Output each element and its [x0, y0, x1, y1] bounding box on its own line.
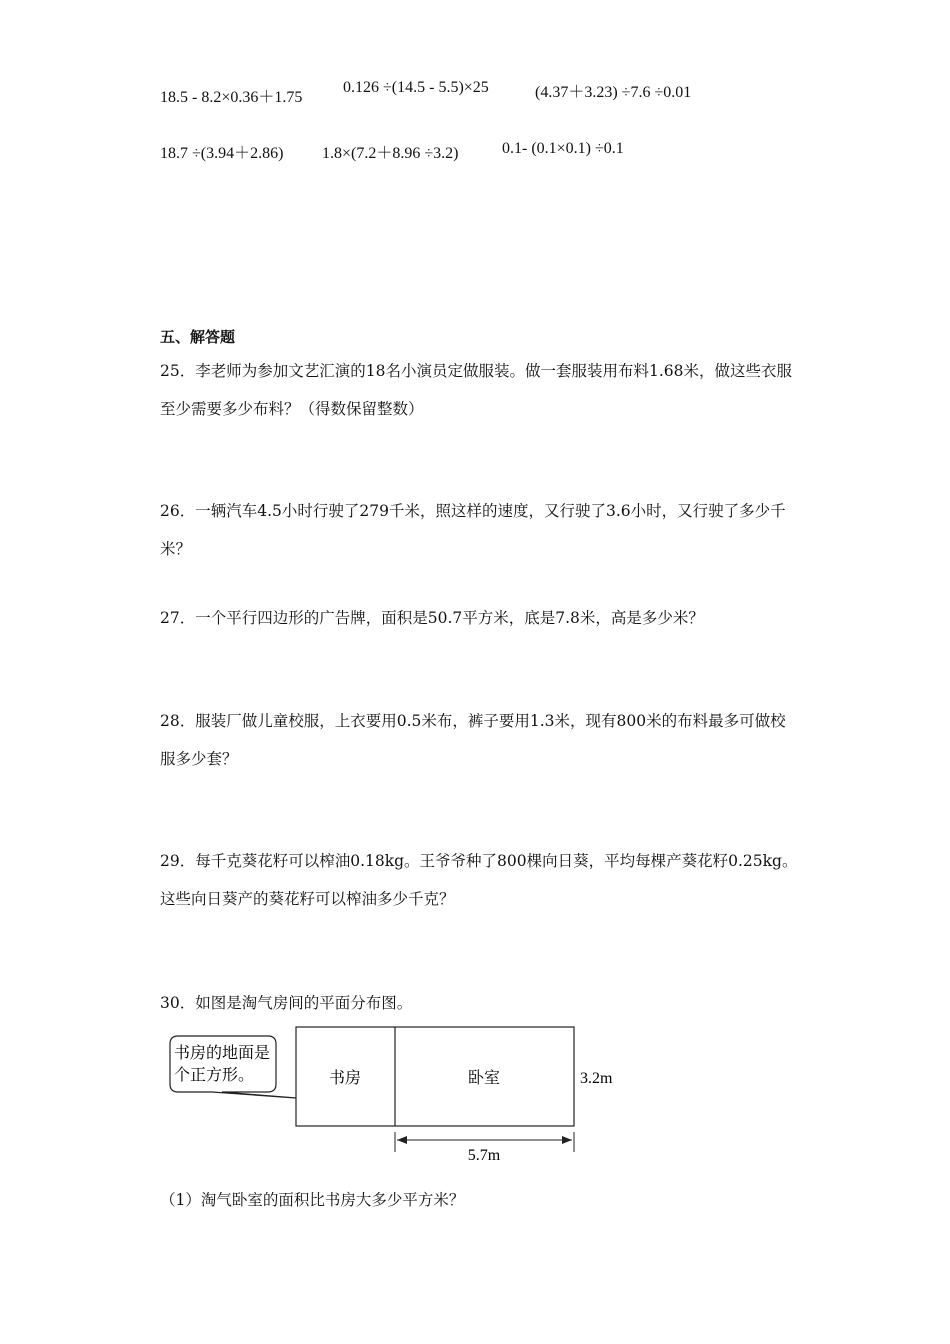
question-text: 每千克葵花籽可以榨油0.18kg。王爷爷种了800棵向日葵，平均每棵产葵花籽0.25kg。这些向日葵产的葵花籽可以榨油多少千克？ — [160, 852, 798, 908]
expression-4: 18.7 ÷(3.94＋2.86) — [160, 145, 284, 162]
question-29 — [160, 842, 800, 918]
width-dimension: 5.7m — [467, 1147, 501, 1164]
expression-1: 18.5 - 8.2×0.36＋1.75 — [160, 89, 303, 106]
question-30 — [160, 984, 800, 1022]
question-27 — [160, 599, 800, 637]
callout-line-2: 个正方形。 — [174, 1065, 255, 1084]
study-label: 书房 — [328, 1068, 362, 1087]
height-dimension: 3.2m — [580, 1070, 613, 1087]
question-text: 李老师为参加文艺汇演的18名小演员定做服装。做一套服装用布料1.68米，做这些衣服至少需要多少布料？（得数保留整数） — [160, 362, 792, 418]
bedroom-label: 卧室 — [467, 1068, 501, 1087]
expression-6: 0.1- (0.1×0.1) ÷0.1 — [502, 140, 624, 157]
arrowhead-right — [562, 1136, 572, 1144]
question-text: 一辆汽车4.5小时行驶了279千米，照这样的速度，又行驶了3.6小时，又行驶了多少千米？ — [160, 502, 786, 558]
room-floor-plan — [160, 1018, 640, 1168]
question-number: 25． — [160, 362, 196, 380]
question-25 — [160, 352, 800, 428]
question-26 — [160, 492, 800, 568]
question-number: 26． — [160, 502, 196, 520]
question-number: 30． — [160, 994, 196, 1012]
arrowhead-left — [397, 1136, 407, 1144]
expression-2: 0.126 ÷(14.5 - 5.5)×25 — [343, 79, 489, 96]
question-number: 29． — [160, 852, 196, 870]
question-text: 如图是淘气房间的平面分布图。 — [195, 994, 413, 1012]
expression-3: (4.37＋3.23) ÷7.6 ÷0.01 — [535, 84, 692, 101]
question-28 — [160, 702, 800, 778]
callout-line-1: 书房的地面是 — [174, 1043, 271, 1062]
question-number: 28． — [160, 712, 196, 730]
expression-5: 1.8×(7.2＋8.96 ÷3.2) — [322, 145, 459, 162]
question-number: 27． — [160, 609, 196, 627]
question-text: 服装厂做儿童校服，上衣要用0.5米布，裤子要用1.3米，现有800米的布料最多可做校服多少套？ — [160, 712, 786, 768]
subquestion-1: （1）淘气卧室的面积比书房大多少平方米？ — [160, 1191, 465, 1209]
section-title: 五、解答题 — [160, 328, 236, 346]
question-text: 一个平行四边形的广告牌，面积是50.7平方米，底是7.8米，高是多少米？ — [195, 609, 704, 627]
